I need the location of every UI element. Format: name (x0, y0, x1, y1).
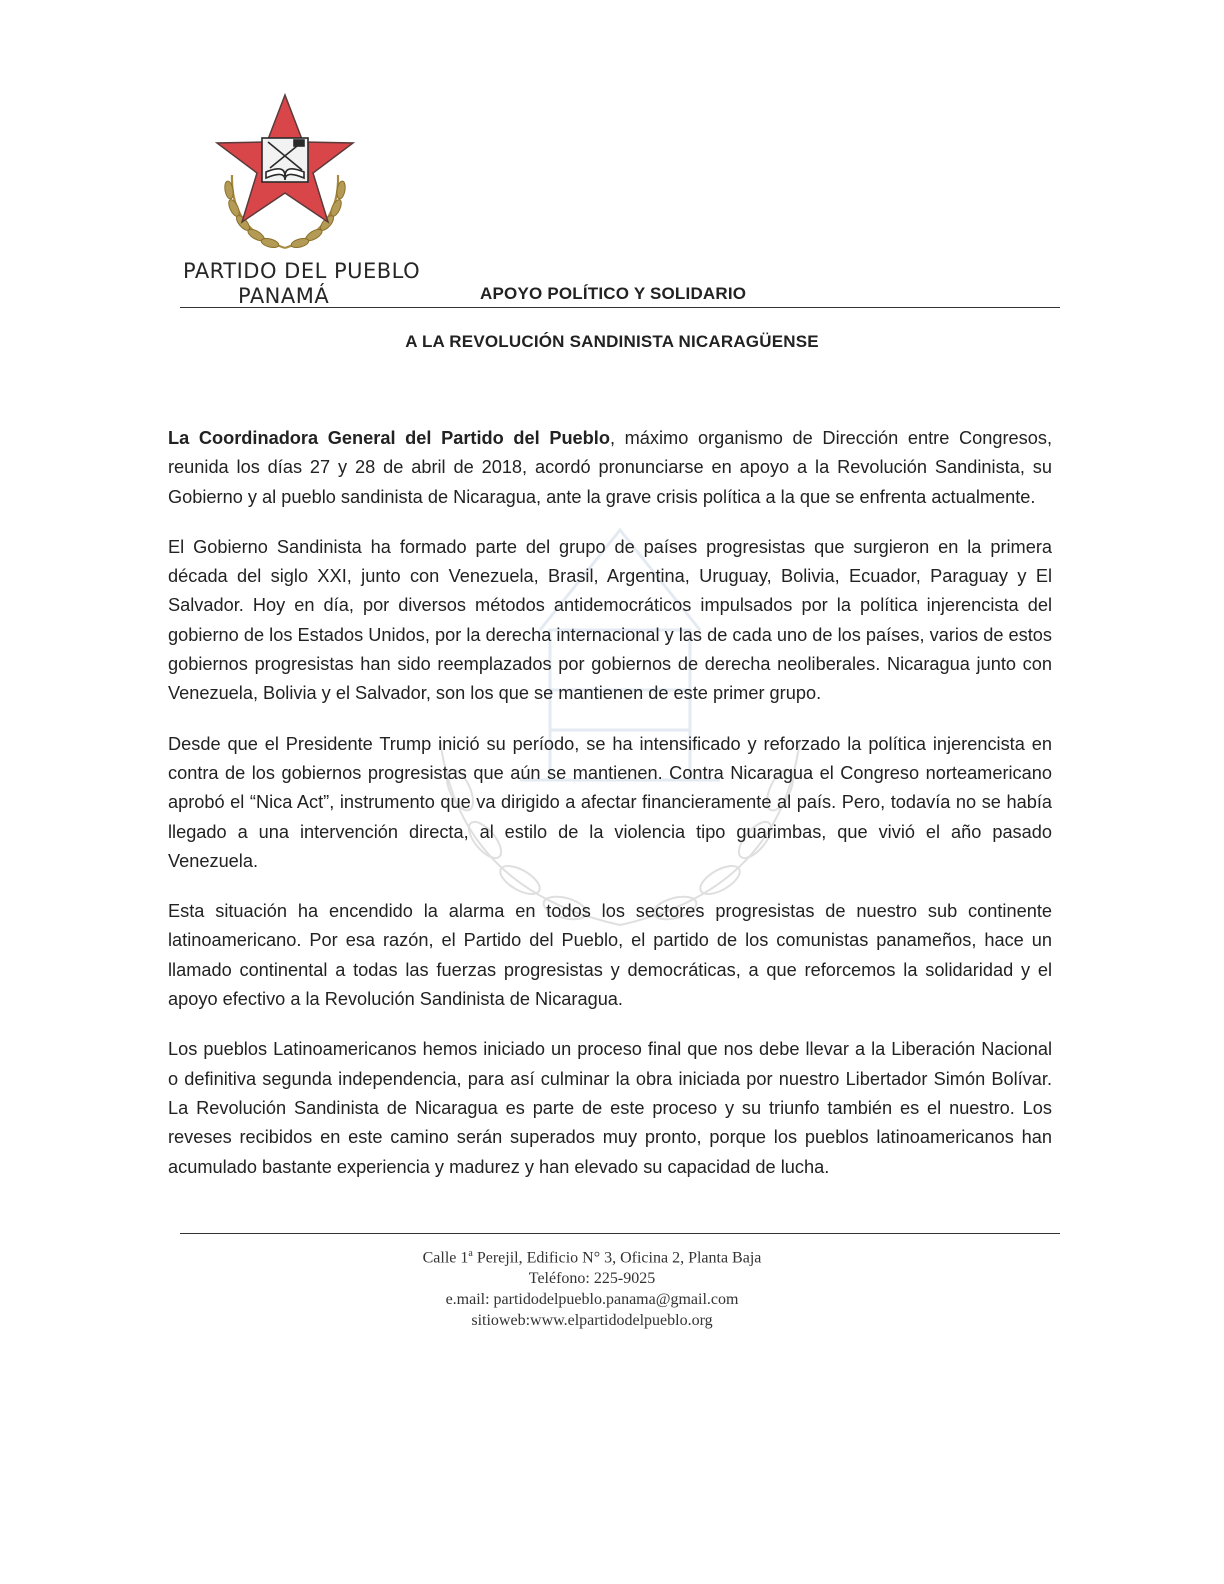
party-name: PARTIDO DEL PUEBLO (183, 259, 421, 283)
paragraph-1-lead: La Coordinadora General del Partido del Pueblo (168, 428, 610, 448)
party-logo-icon (210, 90, 360, 255)
party-country: PANAMÁ (238, 284, 330, 308)
paragraph-1-text: , máximo organismo de Dirección entre Congresos, reunida los días 27 y 28 de abril de 2018, acordó pronunciarse en apoyo a la Revolución Sandinista, su Gobierno y al pueblo sandinista de Nicaragua, ante la grave crisis política a la que se enfrenta actualmente. (168, 428, 1053, 507)
footer-email: e.mail: partidodelpueblo.panama@gmail.com (445, 1291, 739, 1309)
paragraph-1 (168, 424, 1052, 512)
paragraph-2: El Gobierno Sandinista ha formado parte del grupo de países progresistas que surgieron en la primera década del siglo XXI, junto con Venezuela, Brasil, Argentina, Uruguay, Bolivia, Ecuador, Paraguay y El Salvador. Hoy en día, por diversos métodos antidemocráticos impulsados por la política injerencista del gobierno de los Estados Unidos, por la derecha internacional y las de cada uno de los países, varios de estos gobiernos progresistas han sido reemplazados por gobiernos de derecha neoliberales. Nicaragua junto con Venezuela, Bolivia y el Salvador, son los que se mantienen de este primer grupo. (168, 536, 1052, 704)
header-divider (180, 307, 1060, 308)
paragraph-3: Desde que el Presidente Trump inició su período, se ha intensificado y reforzado la política injerencista en contra de los gobiernos progresistas que aún se mantienen. Contra Nicaragua el Congreso norteamericano aprobó el “Nica Act”, instrumento que va dirigido a afectar financieramente al país. Pero, todavía no se había llegado a una intervención directa, al estilo de la violencia tipo guarimbas, que vivió el año pasado Venezuela. (168, 733, 1052, 871)
footer-website: sitioweb:www.elpartidodelpueblo.org (471, 1312, 713, 1330)
footer-divider (180, 1233, 1060, 1234)
footer-phone: Teléfono: 225-9025 (528, 1270, 656, 1288)
paragraph-4: Esta situación ha encendido la alarma en todos los sectores progresistas de nuestro sub continente latinoamericano. Por esa razón, el Partido del Pueblo, el partido de los comunistas panameños, hace un llamado continental a todas las fuerzas progresistas y democráticas, a que reforcemos la solidaridad y el apoyo efectivo a la Revolución Sandinista de Nicaragua. (168, 901, 1052, 1010)
footer-address: Calle 1$^a$ Perejil, Edificio N° 3, Oficina 2, Planta Baja (422, 1248, 762, 1267)
footer-contact (0, 1243, 1184, 1331)
document-title-line-1: APOYO POLÍTICO Y SOLIDARIO (480, 284, 747, 303)
document-title-line-2: A LA REVOLUCIÓN SANDINISTA NICARAGÜENSE (405, 332, 819, 351)
letter-body (168, 424, 1052, 1203)
paragraph-5: Los pueblos Latinoamericanos hemos iniciado un proceso final que nos debe llevar a la Liberación Nacional o definitiva segunda independencia, para así culminar la obra iniciada por nuestro Libertador Simón Bolívar. La Revolución Sandinista de Nicaragua es parte de este proceso y su triunfo también es el nuestro. Los reveses recibidos en este camino serán superados muy pronto, porque los pueblos latinoamericanos han acumulado bastante experiencia y madurez y han elevado su capacidad de lucha. (168, 1039, 1052, 1177)
